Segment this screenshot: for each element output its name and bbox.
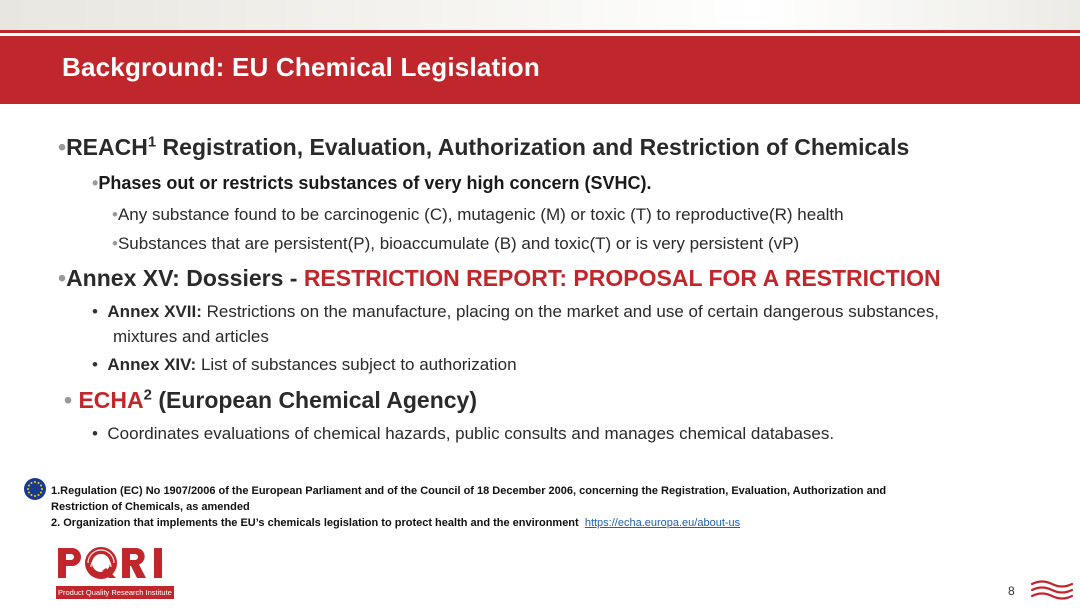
bullet-echa: • ECHA$^2$ (European Chemical Agency) bbox=[64, 386, 477, 413]
footnote-2-text: 2. Organization that implements the EU’s chemicals legislation to protect health and the environment bbox=[51, 517, 579, 529]
echa-link[interactable]: https://echa.europa.eu/about-us bbox=[584, 517, 741, 529]
bullet-persistent: •Substances that are persistent(P), bioaccumulate (B) and toxic(T) or is very persistent (vP) bbox=[112, 234, 800, 253]
slide-title: Background: EU Chemical Legislation bbox=[62, 52, 540, 82]
phases-text: Phases out or restricts substances of very high concern (SVHC). bbox=[98, 173, 652, 193]
annex-xiv-label: Annex XIV: bbox=[107, 355, 197, 374]
echa-superscript: 2 bbox=[143, 386, 152, 404]
any-substance-text: Any substance found to be carcinogenic (C), mutagenic (M) or toxic (T) to reproductive(R) health bbox=[117, 205, 844, 224]
annex-xv-red-text: RESTRICTION REPORT: PROPOSAL FOR A RESTRICTION bbox=[303, 265, 941, 291]
coordinates-text: Coordinates evaluations of chemical hazards, public consults and manages chemical databases. bbox=[107, 424, 835, 443]
reach-text: Registration, Evaluation, Authorization and Restriction of Chemicals bbox=[156, 134, 910, 160]
bullet-annex-xv: •Annex XV: Dossiers - RESTRICTION REPORT: PROPOSAL FOR A RESTRICTION bbox=[58, 265, 941, 291]
bullet-reach: •REACH$^1$ Registration, Evaluation, Authorization and Restriction of Chemicals bbox=[58, 133, 910, 160]
bullet-annex-xiv: • Annex XIV: List of substances subject to authorization bbox=[92, 355, 517, 374]
footnote-1-line-1: 1.Regulation (EC) No 1907/2006 of the European Parliament and of the Council of 18 December 2006, concerning the Registration, Evaluation, Authorization and bbox=[51, 485, 887, 497]
footnote-1-line-2: Restriction of Chemicals, as amended bbox=[51, 501, 250, 513]
bullet-annex-xvii: • Annex XVII: Restrictions on the manufacture, placing on the market and use of certain dangerous substances, bbox=[92, 302, 939, 321]
persistent-text: Substances that are persistent(P), bioaccumulate (B) and toxic(T) or is very persistent (vP) bbox=[117, 234, 800, 253]
footnotes bbox=[51, 483, 1051, 531]
footnote-2 bbox=[51, 515, 1051, 531]
bullet-phases: •Phases out or restricts substances of very high concern (SVHC). bbox=[92, 173, 652, 193]
annex-xv-label: Annex XV: Dossiers - bbox=[66, 265, 304, 291]
eu-stars-icon bbox=[24, 478, 46, 500]
annex-xvii-continuation: mixtures and articles bbox=[113, 327, 269, 346]
bullet-any-substance: •Any substance found to be carcinogenic (C), mutagenic (M) or toxic (T) to reproductive(R) health bbox=[112, 205, 844, 224]
annex-xvii-label: Annex XVII: bbox=[107, 302, 202, 321]
reach-superscript: 1 bbox=[147, 133, 157, 151]
echa-text: (European Chemical Agency) bbox=[151, 387, 477, 413]
top-decorative-strip bbox=[0, 0, 1080, 30]
echa-label: ECHA bbox=[78, 387, 144, 413]
page-number: 8 bbox=[1008, 584, 1015, 598]
bullet-coordinates: • Coordinates evaluations of chemical hazards, public consults and manages chemical databases. bbox=[92, 424, 835, 443]
eu-flag-icon bbox=[24, 478, 46, 500]
reach-label: REACH bbox=[66, 134, 148, 160]
red-waves-icon bbox=[1028, 578, 1076, 604]
top-red-rule bbox=[0, 30, 1080, 33]
pqri-logo bbox=[56, 544, 176, 600]
annex-xiv-text: List of substances subject to authorization bbox=[196, 355, 517, 374]
title-banner bbox=[0, 36, 1080, 104]
annex-xvii-text: Restrictions on the manufacture, placing on the market and use of certain dangerous substances, bbox=[201, 302, 939, 321]
pqri-tagline: Product Quality Research Institute bbox=[58, 588, 172, 597]
